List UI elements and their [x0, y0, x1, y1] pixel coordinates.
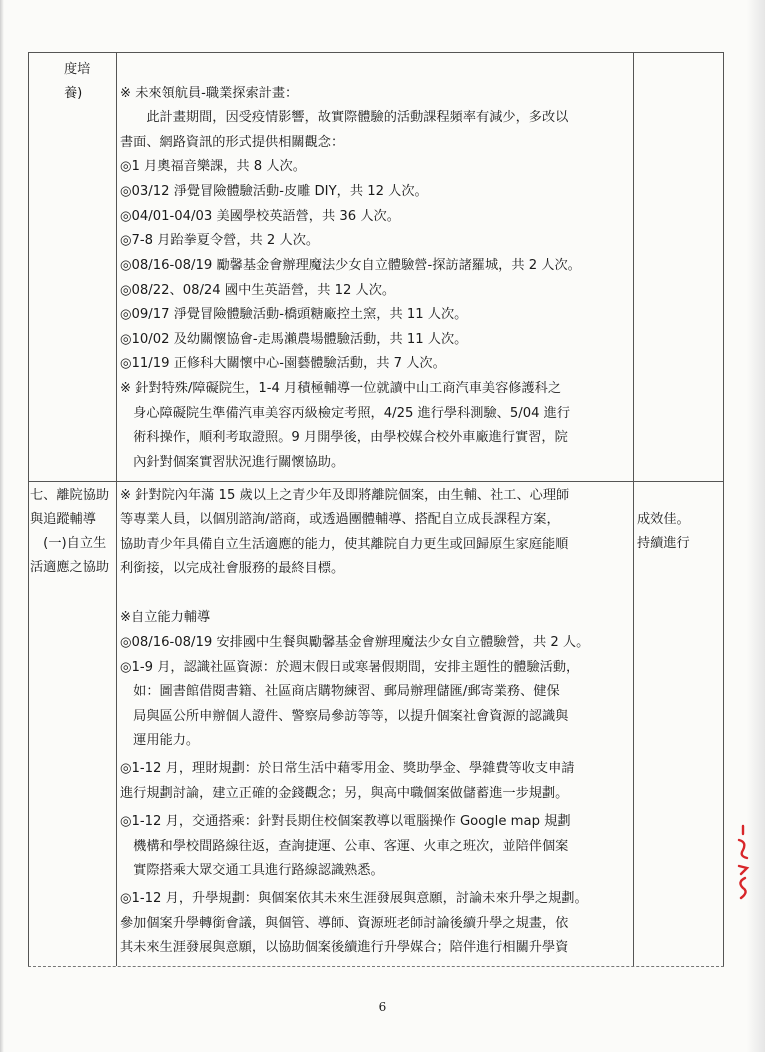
body-line: 術科操作，順利考取證照。9 月開學後，由學校媒合校外車廠進行實習，院 [120, 430, 568, 445]
cell-remarks [637, 508, 690, 556]
body-line: 機構和學校間路線往返，查詢捷運、公車、客運、火車之班次，並陪伴個案 [120, 839, 569, 854]
section-top-line: 度培 [64, 62, 91, 77]
scan-shadow-left [0, 0, 4, 1052]
page-number: 6 [378, 1000, 387, 1014]
section-seven-line: 活適應之協助 [30, 560, 110, 575]
section-top-line: 養) [64, 86, 83, 101]
column-divider-1 [116, 52, 117, 966]
column-divider-2 [633, 52, 634, 966]
body-line: ◎1-12 月，交通搭乘：針對長期住校個案教導以電腦操作 Google map 規劃 [120, 814, 571, 829]
body-line: ◎11/19 正修科大關懷中心-園藝體驗活動，共 7 人次。 [120, 356, 446, 371]
body-line: 書面、網路資訊的形式提供相關觀念： [120, 135, 345, 150]
body-line: 身心障礙院生準備汽車美容丙級檢定考照，4/25 進行學科測驗、5/04 進行 [120, 406, 571, 421]
remark-line: 持續進行 [637, 536, 690, 551]
body-line: ※自立能力輔導 [120, 610, 211, 625]
body-line: ※ 針對特殊/障礙院生，1-4 月積極輔導一位就讀中山工商汽車美容修護科之 [120, 381, 562, 396]
body-line: 協助青少年具備自立生活適應的能力，使其離院自力更生或回歸原生家庭能順 [120, 537, 569, 552]
body-line: ◎08/22、08/24 國中生英語營，共 12 人次。 [120, 283, 396, 298]
body-line: ◎1-12 月，升學規劃：與個案依其未來生涯發展與意願，討論未來升學之規劃。 [120, 891, 588, 906]
body-line: ◎10/02 及幼關懷協會-走馬瀨農場體驗活動，共 11 人次。 [120, 332, 468, 347]
body-line: 局與區公所申辦個人證件、警察局參訪等等，以提升個案社會資源的認識與 [120, 709, 569, 724]
body-line: 內針對個案實習狀況進行關懷協助。 [120, 455, 345, 470]
body-line: 運用能力。 [120, 733, 200, 748]
body-line: 如：圖書館借閱書籍、社區商店購物練習、郵局辦理儲匯/郵寄業務、健保 [120, 684, 560, 699]
body-line: ◎1 月奧福音樂課，共 8 人次。 [120, 159, 306, 174]
body-line: ◎08/16-08/19 安排國中生餐與勵馨基金會辦理魔法少女自立體驗營，共 2 人。 [120, 635, 590, 650]
section-seven-line: 與追蹤輔導 [30, 512, 96, 527]
body-line: 實際搭乘大眾交通工具進行路線認識熟悉。 [120, 863, 384, 878]
body-line: ◎08/16-08/19 勵馨基金會辦理魔法少女自立體驗營-探訪諸羅城，共 2 人次。 [120, 258, 581, 273]
body-line: 參加個案升學轉銜會議，與個管、導師、資源班老師討論後續升學之規畫，依 [120, 916, 569, 931]
body-line: 等專業人員，以個別諮詢/諮商，或透過團體輔導、搭配自立成長課程方案， [120, 512, 560, 527]
body-line: ◎1-9 月，認識社區資源：於週末假日或寒暑假期間，安排主題性的體驗活動， [120, 660, 580, 675]
body-line: ◎04/01-04/03 美國學校英語營，共 36 人次。 [120, 209, 400, 224]
body-line: 利銜接，以完成社會服務的最終目標。 [120, 561, 345, 576]
body-line: ◎1-12 月，理財規劃：於日常生活中藉零用金、獎助學金、學雜費等收支申請 [120, 761, 575, 776]
table-border-right [723, 52, 724, 966]
body-line: 進行規劃討論，建立正確的金錢觀念；另，與高中職個案做儲蓄進一步規劃。 [120, 786, 569, 801]
remark-line: 成效佳。 [637, 512, 690, 527]
body-line: ◎7-8 月跆拳夏令營，共 2 人次。 [120, 233, 320, 248]
body-line: ※ 針對院內年滿 15 歲以上之青少年及即將離院個案，由生輔、社工、心理師 [120, 488, 570, 503]
section-seven-line: 七、離院協助 [30, 488, 110, 503]
table-border-left [28, 52, 29, 966]
body-line: 其未來生涯發展與意願，以協助個案後續進行升學媒合；陪伴進行相關升學資 [120, 940, 569, 955]
section-seven-line: (一)自立生 [30, 536, 107, 551]
red-margin-mark-icon [733, 822, 753, 902]
body-line: ※ 未來領航員-職業探索計畫： [120, 86, 299, 101]
body-line: ◎03/12 淨覺冒險體驗活動-皮雕 DIY，共 12 人次。 [120, 184, 428, 199]
body-line: 此計畫期間，因受疫情影響，故實際體驗的活動課程頻率有減少，多改以 [120, 110, 569, 125]
cell-section-top [64, 58, 90, 106]
table-border-bottom [28, 966, 724, 967]
body-line: ◎09/17 淨覺冒險體驗活動-橋頭糖廠控土窯，共 11 人次。 [120, 307, 468, 322]
table-border-top [28, 52, 724, 53]
cell-section-seven [30, 484, 109, 580]
row-divider [28, 481, 724, 482]
